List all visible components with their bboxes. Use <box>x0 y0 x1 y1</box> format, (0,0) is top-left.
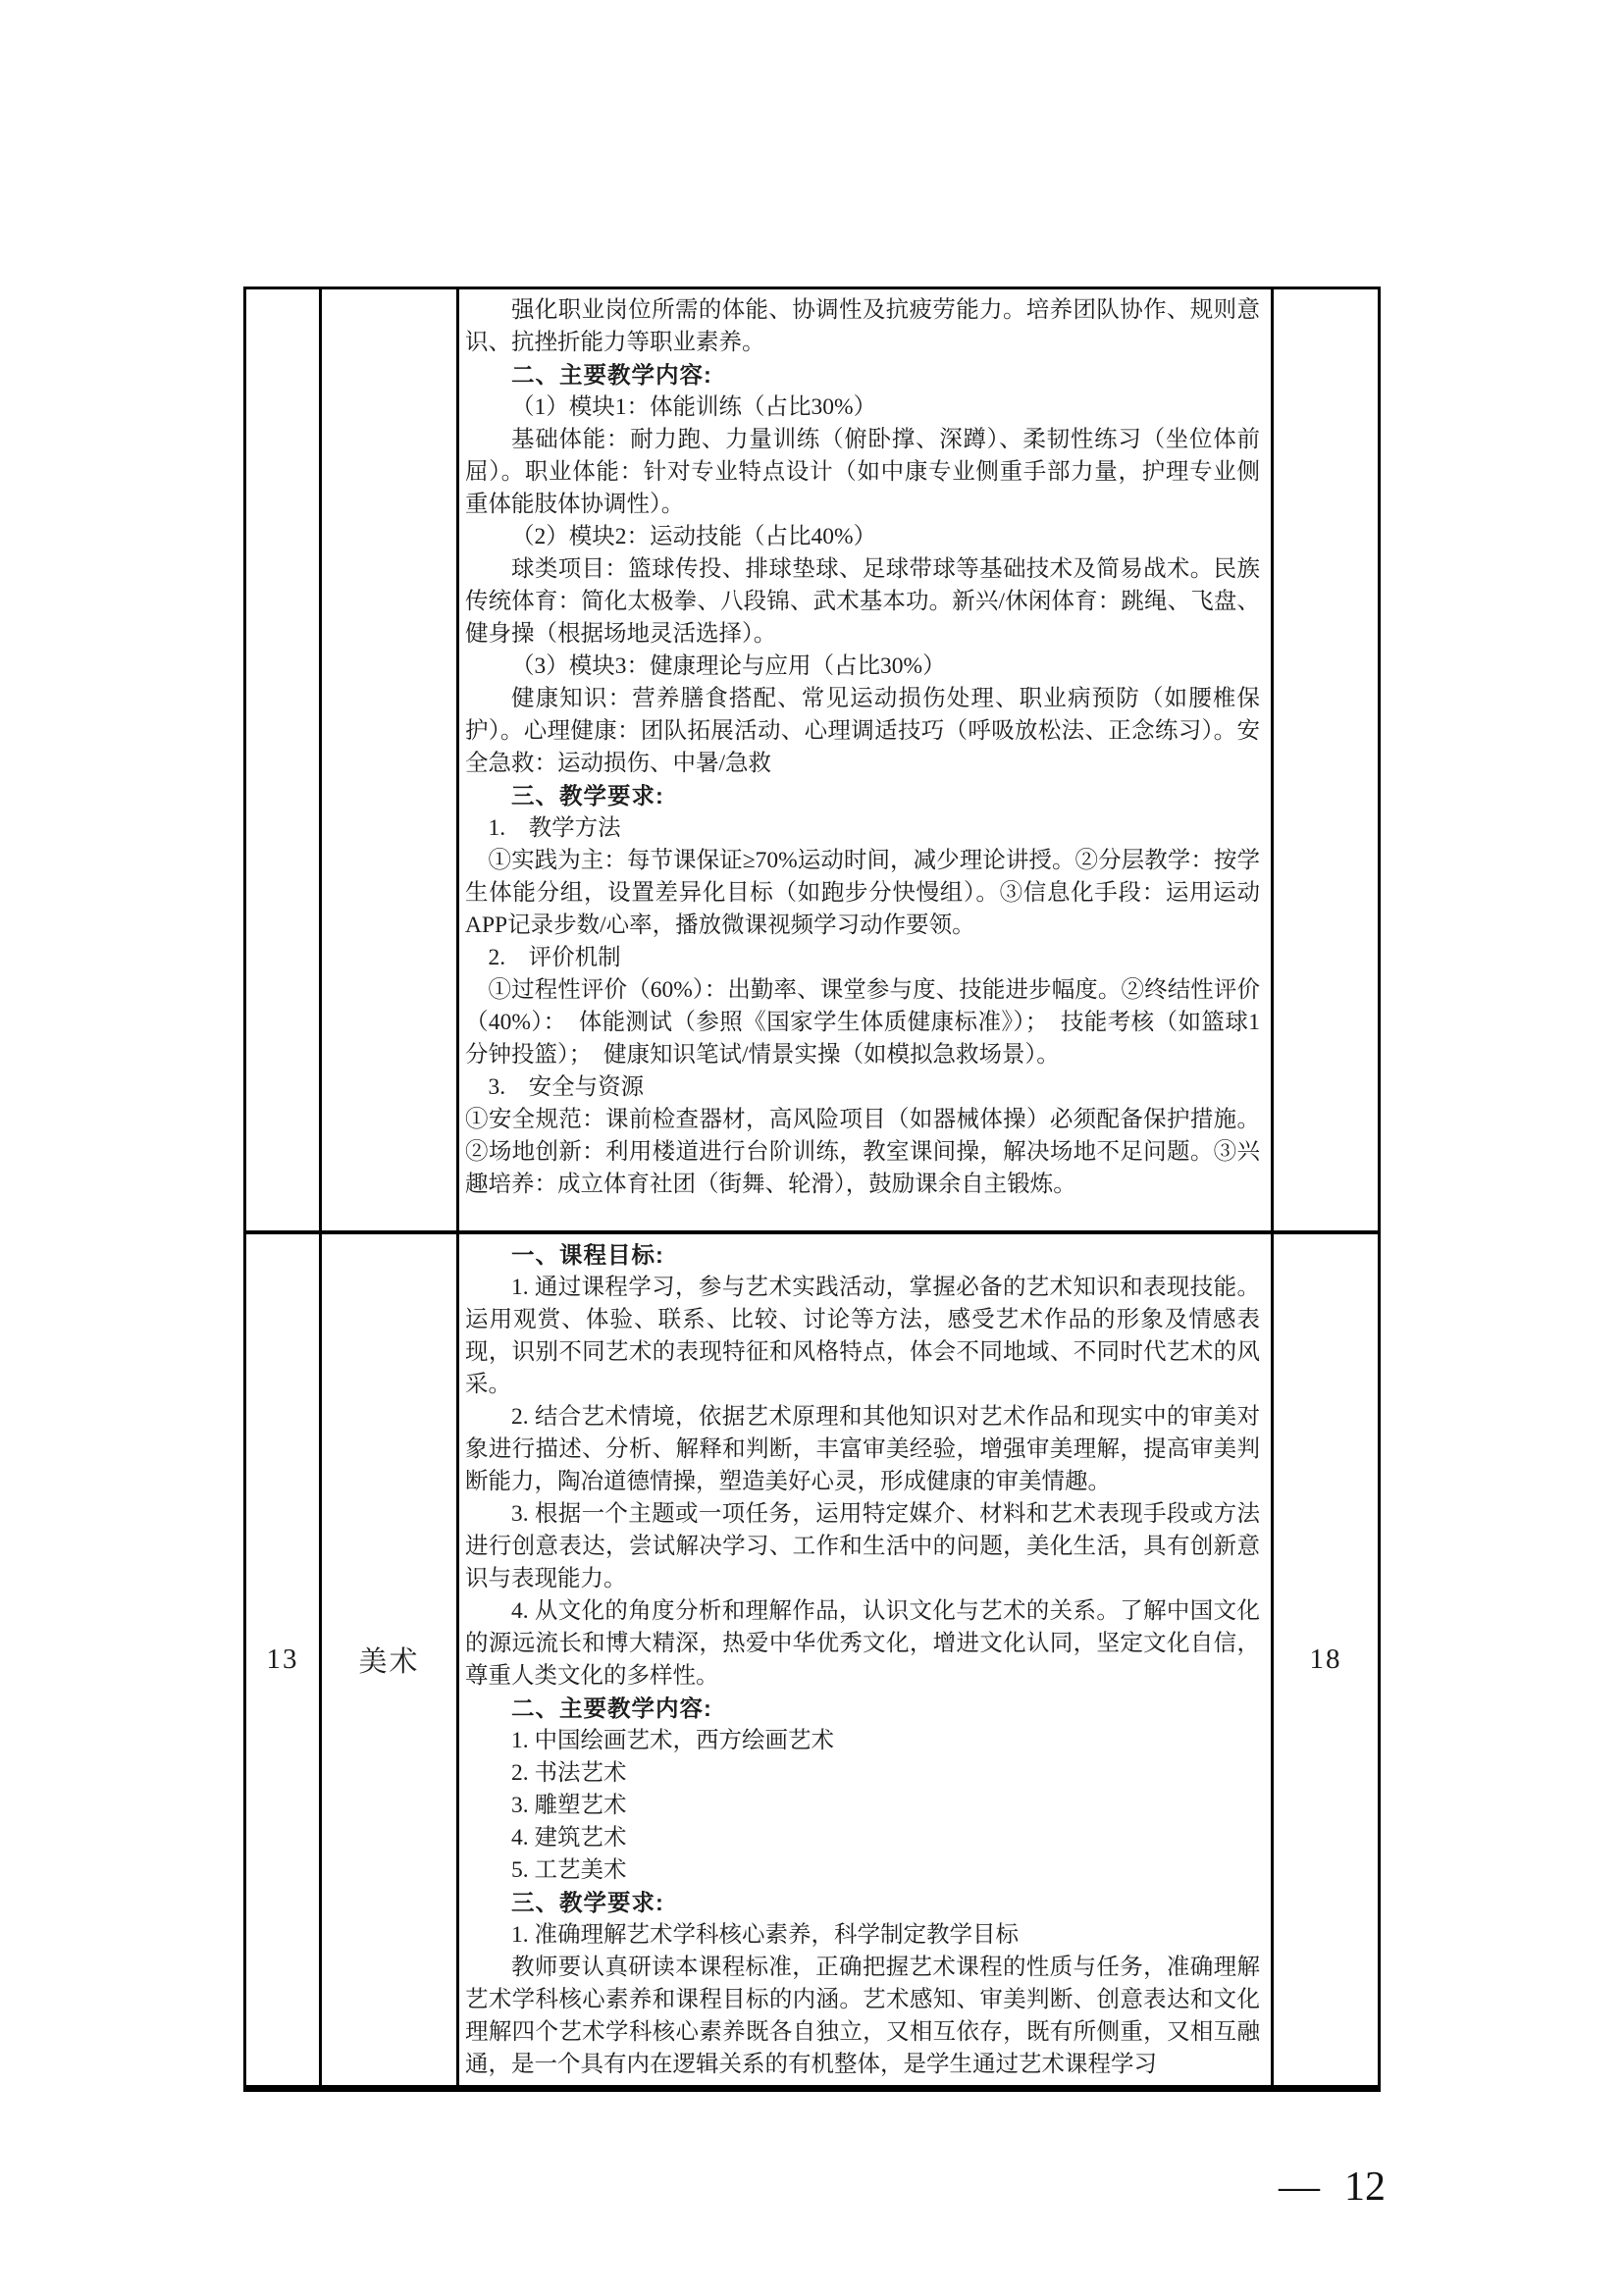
paragraph: 球类项目：篮球传投、排球垫球、足球带球等基础技术及简易战术。民族传统体育：简化太极拳、八段锦、武术基本功。新兴/休闲体育：跳绳、飞盘、健身操（根据场地灵活选择）。 <box>465 556 1260 647</box>
paragraph: 3. 雕塑艺术 <box>511 1793 627 1818</box>
paragraph: 教师要认真研读本课程标准，正确把握艺术课程的性质与任务，准确理解艺术学科核心素养和课程目标的内涵。艺术感知、审美判断、创意表达和文化理解四个艺术学科核心素养既各自独立，又相互依存，既有所侧重，又相互融通，是一个具有内在逻辑关系的有机整体，是学生通过艺术课程学习 <box>465 1955 1260 2077</box>
paragraph: 3. 安全与资源 <box>488 1074 645 1100</box>
paragraph: 健康知识：营养膳食搭配、常见运动损伤处理、职业病预防（如腰椎保护）。心理健康：团队拓展活动、心理调适技巧（呼吸放松法、正念练习）。安全急救：运动损伤、中暑/急救 <box>465 686 1260 776</box>
paragraph: 3. 根据一个主题或一项任务，运用特定媒介、材料和艺术表现手段或方法进行创意表达，尝试解决学习、工作和生活中的问题，美化生活，具有创新意识与表现能力。 <box>465 1501 1260 1591</box>
section-heading: 二、主要教学内容: <box>511 362 712 388</box>
paragraph: 5. 工艺美术 <box>511 1857 627 1883</box>
paragraph: 1. 教学方法 <box>488 815 621 841</box>
cell-course-description-pe <box>459 289 1274 1230</box>
table-row-art <box>246 1234 1378 2085</box>
paragraph: 1. 通过课程学习，参与艺术实践活动，掌握必备的艺术知识和表现技能。运用观赏、体验、联系、比较、讨论等方法，感受艺术作品的形象及情感表现，识别不同艺术的表现特征和风格特点，体会不同地域、不同时代艺术的风采。 <box>465 1275 1260 1397</box>
section-heading: 三、教学要求: <box>511 1890 664 1915</box>
page-number: 12 <box>1344 2165 1386 2210</box>
table-row-continuation <box>246 289 1378 1234</box>
cell-course-description-art <box>459 1234 1274 2085</box>
paragraph: 强化职业岗位所需的体能、协调性及抗疲劳能力。培养团队协作、规则意识、抗挫折能力等职业素养。 <box>465 297 1260 355</box>
paragraph: 4. 建筑艺术 <box>511 1825 627 1851</box>
cell-hours: 18 <box>1309 1643 1342 1675</box>
paragraph: ①过程性评价（60%）：出勤率、课堂参与度、技能进步幅度。②终结性评价（40%）： 体能测试（参照《国家学生体质健康标准》）； 技能考核（如篮球1分钟投篮）； 健康知识笔试/情景实操（如模拟急救场景）。 <box>465 977 1260 1068</box>
paragraph: ①安全规范：课前检查器材，高风险项目（如器械体操）必须配备保护措施。②场地创新：利用楼道进行台阶训练，教室课间操，解决场地不足问题。③兴趣培养：成立体育社团（街舞、轮滑），鼓励课余自主锻炼。 <box>465 1107 1260 1197</box>
paragraph: 2. 结合艺术情境，依据艺术原理和其他知识对艺术作品和现实中的审美对象进行描述、分析、解释和判断，丰富审美经验，增强审美理解，提高审美判断能力，陶冶道德情操，塑造美好心灵，形成健康的审美情趣。 <box>465 1404 1260 1494</box>
curriculum-table <box>243 287 1381 2092</box>
paragraph: 1. 准确理解艺术学科核心素养，科学制定教学目标 <box>511 1922 1019 1948</box>
cell-row-number: 13 <box>246 1234 322 2085</box>
paragraph: 1. 中国绘画艺术，西方绘画艺术 <box>511 1728 834 1753</box>
paragraph: 2. 书法艺术 <box>511 1760 627 1786</box>
paragraph: （3）模块3：健康理论与应用（占比30%） <box>511 653 946 679</box>
paragraph: （2）模块2：运动技能（占比40%） <box>511 524 877 549</box>
paragraph: 2. 评价机制 <box>488 945 621 970</box>
cell-subject <box>322 289 459 1230</box>
cell-hours <box>1274 289 1378 1230</box>
paragraph: 4. 从文化的角度分析和理解作品，认识文化与艺术的关系。了解中国文化的源远流长和博大精深，热爱中华优秀文化，增进文化认同，坚定文化自信，尊重人类文化的多样性。 <box>465 1598 1260 1689</box>
footer-dash: — <box>1279 2165 1320 2210</box>
cell-row-number <box>246 289 322 1230</box>
section-heading: 三、教学要求: <box>511 783 664 808</box>
cell-subject: 美术 <box>322 1234 459 2085</box>
paragraph: （1）模块1：体能训练（占比30%） <box>511 394 877 420</box>
page-footer <box>1279 2165 1386 2210</box>
section-heading: 二、主要教学内容: <box>511 1695 712 1721</box>
section-heading: 一、课程目标: <box>511 1242 664 1268</box>
paragraph: 基础体能：耐力跑、力量训练（俯卧撑、深蹲）、柔韧性练习（坐位体前屈）。职业体能：针对专业特点设计（如中康专业侧重手部力量，护理专业侧重体能肢体协调性）。 <box>465 427 1260 517</box>
paragraph: ①实践为主：每节课保证≥70%运动时间，减少理论讲授。②分层教学：按学生体能分组，设置差异化目标（如跑步分快慢组）。③信息化手段：运用运动APP记录步数/心率，播放微课视频学习动作要领。 <box>465 848 1260 938</box>
